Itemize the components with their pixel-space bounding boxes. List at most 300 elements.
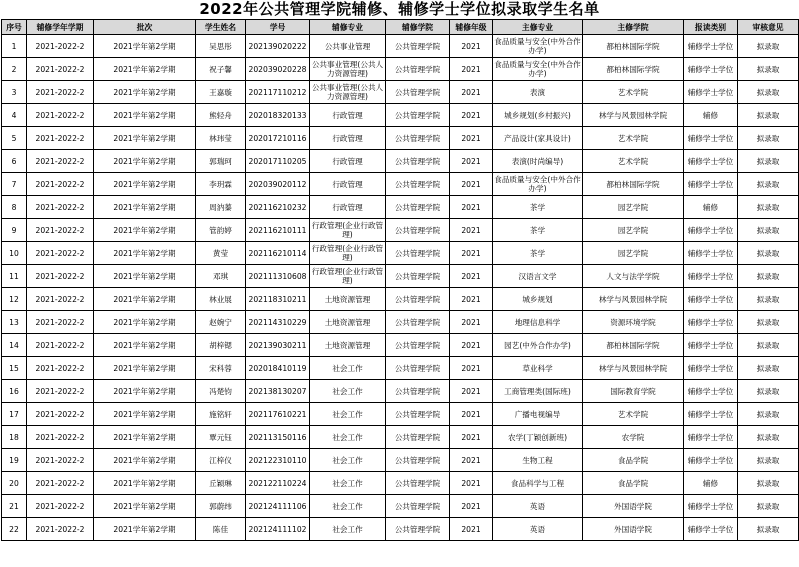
cell-enroll-type: 辅修学士学位 <box>684 288 738 311</box>
cell-student-name: 江梓仪 <box>196 449 246 472</box>
cell-index: 3 <box>2 81 27 104</box>
cell-index: 12 <box>2 288 27 311</box>
cell-batch: 2021学年第2学期 <box>94 196 196 219</box>
cell-main-college: 资源环境学院 <box>583 311 684 334</box>
cell-minor-grade: 2021 <box>450 173 493 196</box>
cell-main-college: 园艺学院 <box>583 196 684 219</box>
cell-index: 18 <box>2 426 27 449</box>
table-row <box>2 242 799 265</box>
cell-student-id: 202018320133 <box>246 104 310 127</box>
cell-enroll-type: 辅修 <box>684 196 738 219</box>
cell-main-major: 英语 <box>493 495 583 518</box>
cell-minor-major: 行政管理 <box>310 196 386 219</box>
cell-minor-major: 社会工作 <box>310 426 386 449</box>
cell-review: 拟录取 <box>738 403 799 426</box>
cell-enroll-type: 辅修学士学位 <box>684 426 738 449</box>
cell-minor-major: 行政管理(企业行政管理) <box>310 219 386 242</box>
cell-index: 7 <box>2 173 27 196</box>
cell-minor-grade: 2021 <box>450 403 493 426</box>
cell-term: 2021-2022-2 <box>27 219 94 242</box>
cell-student-id: 202117610221 <box>246 403 310 426</box>
cell-review: 拟录取 <box>738 58 799 81</box>
cell-batch: 2021学年第2学期 <box>94 403 196 426</box>
cell-review: 拟录取 <box>738 104 799 127</box>
cell-enroll-type: 辅修学士学位 <box>684 357 738 380</box>
cell-index: 10 <box>2 242 27 265</box>
sheet-title: 2022年公共管理学院辅修、辅修学士学位拟录取学生名单 <box>199 0 600 18</box>
cell-batch: 2021学年第2学期 <box>94 242 196 265</box>
cell-term: 2021-2022-2 <box>27 173 94 196</box>
cell-index: 4 <box>2 104 27 127</box>
cell-student-id: 202122310110 <box>246 449 310 472</box>
cell-term: 2021-2022-2 <box>27 311 94 334</box>
cell-term: 2021-2022-2 <box>27 449 94 472</box>
cell-term: 2021-2022-2 <box>27 288 94 311</box>
cell-index: 21 <box>2 495 27 518</box>
cell-student-name: 黄莹 <box>196 242 246 265</box>
cell-batch: 2021学年第2学期 <box>94 127 196 150</box>
cell-minor-grade: 2021 <box>450 104 493 127</box>
cell-review: 拟录取 <box>738 150 799 173</box>
cell-student-name: 林业展 <box>196 288 246 311</box>
table-row <box>2 35 799 58</box>
cell-minor-major: 社会工作 <box>310 403 386 426</box>
cell-student-id: 202039020228 <box>246 58 310 81</box>
header-main-college: 主修学院 <box>583 20 684 35</box>
cell-minor-college: 公共管理学院 <box>386 150 450 173</box>
cell-term: 2021-2022-2 <box>27 81 94 104</box>
cell-minor-college: 公共管理学院 <box>386 196 450 219</box>
cell-student-name: 吴思彤 <box>196 35 246 58</box>
cell-student-name: 丘颖琳 <box>196 472 246 495</box>
cell-minor-college: 公共管理学院 <box>386 518 450 541</box>
cell-batch: 2021学年第2学期 <box>94 357 196 380</box>
cell-main-major: 产品设计(家具设计) <box>493 127 583 150</box>
cell-main-major: 汉语言文学 <box>493 265 583 288</box>
cell-minor-grade: 2021 <box>450 150 493 173</box>
cell-main-college: 林学与风景园林学院 <box>583 288 684 311</box>
cell-term: 2021-2022-2 <box>27 150 94 173</box>
cell-index: 19 <box>2 449 27 472</box>
cell-batch: 2021学年第2学期 <box>94 472 196 495</box>
cell-batch: 2021学年第2学期 <box>94 518 196 541</box>
cell-index: 15 <box>2 357 27 380</box>
cell-index: 22 <box>2 518 27 541</box>
cell-enroll-type: 辅修 <box>684 472 738 495</box>
header-term: 辅修学年学期 <box>27 20 94 35</box>
cell-review: 拟录取 <box>738 81 799 104</box>
cell-enroll-type: 辅修学士学位 <box>684 127 738 150</box>
cell-student-id: 202122110224 <box>246 472 310 495</box>
cell-batch: 2021学年第2学期 <box>94 219 196 242</box>
table-row <box>2 334 799 357</box>
cell-minor-major: 行政管理(企业行政管理) <box>310 265 386 288</box>
table-row <box>2 311 799 334</box>
cell-main-major: 茶学 <box>493 219 583 242</box>
cell-student-name: 林玮莹 <box>196 127 246 150</box>
cell-term: 2021-2022-2 <box>27 196 94 219</box>
cell-minor-college: 公共管理学院 <box>386 311 450 334</box>
cell-enroll-type: 辅修学士学位 <box>684 242 738 265</box>
cell-student-id: 202017110205 <box>246 150 310 173</box>
cell-review: 拟录取 <box>738 35 799 58</box>
table-row <box>2 173 799 196</box>
cell-term: 2021-2022-2 <box>27 357 94 380</box>
cell-index: 13 <box>2 311 27 334</box>
cell-index: 20 <box>2 472 27 495</box>
cell-minor-major: 行政管理 <box>310 104 386 127</box>
cell-review: 拟录取 <box>738 173 799 196</box>
cell-review: 拟录取 <box>738 242 799 265</box>
cell-main-major: 城乡规划(乡村振兴) <box>493 104 583 127</box>
cell-main-college: 艺术学院 <box>583 150 684 173</box>
cell-batch: 2021学年第2学期 <box>94 288 196 311</box>
cell-minor-major: 社会工作 <box>310 380 386 403</box>
cell-enroll-type: 辅修学士学位 <box>684 265 738 288</box>
cell-main-major: 地理信息科学 <box>493 311 583 334</box>
cell-student-id: 202113150116 <box>246 426 310 449</box>
table-row <box>2 403 799 426</box>
cell-batch: 2021学年第2学期 <box>94 380 196 403</box>
header-main-major: 主修专业 <box>493 20 583 35</box>
cell-minor-college: 公共管理学院 <box>386 449 450 472</box>
cell-minor-college: 公共管理学院 <box>386 495 450 518</box>
admission-table <box>1 19 799 541</box>
cell-student-id: 202111310608 <box>246 265 310 288</box>
header-minor-grade: 辅修年级 <box>450 20 493 35</box>
cell-student-id: 202118310211 <box>246 288 310 311</box>
cell-review: 拟录取 <box>738 357 799 380</box>
cell-minor-grade: 2021 <box>450 127 493 150</box>
cell-batch: 2021学年第2学期 <box>94 81 196 104</box>
cell-student-name: 王嘉璇 <box>196 81 246 104</box>
cell-main-college: 都柏林国际学院 <box>583 58 684 81</box>
cell-minor-major: 公共事业管理(公共人力资源管理) <box>310 58 386 81</box>
cell-batch: 2021学年第2学期 <box>94 426 196 449</box>
table-row <box>2 449 799 472</box>
cell-minor-grade: 2021 <box>450 449 493 472</box>
cell-minor-grade: 2021 <box>450 380 493 403</box>
header-batch: 批次 <box>94 20 196 35</box>
cell-main-college: 国际教育学院 <box>583 380 684 403</box>
cell-batch: 2021学年第2学期 <box>94 311 196 334</box>
cell-minor-major: 行政管理(企业行政管理) <box>310 242 386 265</box>
cell-minor-grade: 2021 <box>450 58 493 81</box>
cell-minor-major: 社会工作 <box>310 495 386 518</box>
cell-minor-grade: 2021 <box>450 219 493 242</box>
cell-main-college: 艺术学院 <box>583 81 684 104</box>
cell-student-id: 202116210111 <box>246 219 310 242</box>
cell-index: 11 <box>2 265 27 288</box>
table-row <box>2 357 799 380</box>
cell-student-name: 宋科蓉 <box>196 357 246 380</box>
cell-main-major: 茶学 <box>493 242 583 265</box>
cell-main-college: 艺术学院 <box>583 127 684 150</box>
cell-enroll-type: 辅修学士学位 <box>684 58 738 81</box>
cell-enroll-type: 辅修学士学位 <box>684 334 738 357</box>
cell-student-id: 2021390202​22 <box>246 35 310 58</box>
cell-batch: 2021学年第2学期 <box>94 104 196 127</box>
table-row <box>2 150 799 173</box>
cell-minor-grade: 2021 <box>450 288 493 311</box>
cell-main-major: 茶学 <box>493 196 583 219</box>
table-row <box>2 380 799 403</box>
cell-minor-college: 公共管理学院 <box>386 357 450 380</box>
cell-minor-college: 公共管理学院 <box>386 265 450 288</box>
cell-index: 1 <box>2 35 27 58</box>
table-row <box>2 58 799 81</box>
cell-minor-grade: 2021 <box>450 35 493 58</box>
cell-index: 8 <box>2 196 27 219</box>
cell-term: 2021-2022-2 <box>27 518 94 541</box>
cell-batch: 2021学年第2学期 <box>94 35 196 58</box>
cell-index: 16 <box>2 380 27 403</box>
cell-minor-major: 土地资源管理 <box>310 288 386 311</box>
table-row <box>2 104 799 127</box>
cell-minor-major: 行政管理 <box>310 150 386 173</box>
cell-review: 拟录取 <box>738 449 799 472</box>
cell-review: 拟录取 <box>738 265 799 288</box>
cell-main-college: 艺术学院 <box>583 403 684 426</box>
cell-student-name: 祝子馨 <box>196 58 246 81</box>
cell-minor-major: 公共事业管理 <box>310 35 386 58</box>
cell-minor-college: 公共管理学院 <box>386 173 450 196</box>
cell-student-id: 202114310229 <box>246 311 310 334</box>
cell-minor-college: 公共管理学院 <box>386 35 450 58</box>
cell-student-id: 202116210232 <box>246 196 310 219</box>
cell-student-name: 施铭轩 <box>196 403 246 426</box>
cell-student-name: 郭蔚纬 <box>196 495 246 518</box>
cell-term: 2021-2022-2 <box>27 58 94 81</box>
cell-term: 2021-2022-2 <box>27 495 94 518</box>
cell-enroll-type: 辅修学士学位 <box>684 150 738 173</box>
cell-term: 2021-2022-2 <box>27 380 94 403</box>
cell-main-major: 食品质量与安全(中外合作办学) <box>493 173 583 196</box>
cell-main-major: 食品质量与安全(中外合作办学) <box>493 35 583 58</box>
cell-minor-grade: 2021 <box>450 196 493 219</box>
cell-main-college: 人文与法学学院 <box>583 265 684 288</box>
cell-minor-grade: 2021 <box>450 495 493 518</box>
cell-minor-major: 行政管理 <box>310 173 386 196</box>
cell-student-name: 冯楚钧 <box>196 380 246 403</box>
cell-term: 2021-2022-2 <box>27 334 94 357</box>
table-body <box>2 35 799 541</box>
cell-minor-college: 公共管理学院 <box>386 58 450 81</box>
cell-main-major: 生物工程 <box>493 449 583 472</box>
cell-student-name: 郭瑞珂 <box>196 150 246 173</box>
table-header <box>2 20 799 35</box>
cell-minor-grade: 2021 <box>450 311 493 334</box>
cell-minor-major: 土地资源管理 <box>310 334 386 357</box>
header-index: 序号 <box>2 20 27 35</box>
cell-main-major: 草业科学 <box>493 357 583 380</box>
cell-minor-college: 公共管理学院 <box>386 81 450 104</box>
cell-term: 2021-2022-2 <box>27 242 94 265</box>
cell-main-college: 食品学院 <box>583 449 684 472</box>
cell-main-major: 表演 <box>493 81 583 104</box>
cell-index: 5 <box>2 127 27 150</box>
cell-enroll-type: 辅修学士学位 <box>684 81 738 104</box>
cell-minor-major: 社会工作 <box>310 357 386 380</box>
cell-main-college: 林学与风景园林学院 <box>583 357 684 380</box>
cell-index: 2 <box>2 58 27 81</box>
cell-main-major: 表演(时尚编导) <box>493 150 583 173</box>
cell-review: 拟录取 <box>738 127 799 150</box>
table-row <box>2 219 799 242</box>
cell-index: 17 <box>2 403 27 426</box>
cell-review: 拟录取 <box>738 495 799 518</box>
cell-student-name: 赵婉宁 <box>196 311 246 334</box>
cell-main-major: 工商管理类(国际班) <box>493 380 583 403</box>
cell-student-id: 202116210114 <box>246 242 310 265</box>
cell-student-name: 熊轻舟 <box>196 104 246 127</box>
cell-student-name: 胡梓锶 <box>196 334 246 357</box>
cell-student-name: 李玥霖 <box>196 173 246 196</box>
cell-enroll-type: 辅修学士学位 <box>684 518 738 541</box>
cell-minor-college: 公共管理学院 <box>386 242 450 265</box>
cell-student-id: 202124111106 <box>246 495 310 518</box>
cell-student-id: 202039020112 <box>246 173 310 196</box>
table-row <box>2 81 799 104</box>
table-row <box>2 495 799 518</box>
table-row <box>2 127 799 150</box>
cell-enroll-type: 辅修学士学位 <box>684 380 738 403</box>
header-review: 审核意见 <box>738 20 799 35</box>
cell-student-name: 陈佳 <box>196 518 246 541</box>
cell-minor-major: 公共事业管理(公共人力资源管理) <box>310 81 386 104</box>
cell-index: 6 <box>2 150 27 173</box>
table-row <box>2 288 799 311</box>
cell-student-name: 周汭蓁 <box>196 196 246 219</box>
cell-batch: 2021学年第2学期 <box>94 150 196 173</box>
cell-review: 拟录取 <box>738 380 799 403</box>
cell-main-major: 城乡规划 <box>493 288 583 311</box>
cell-enroll-type: 辅修学士学位 <box>684 219 738 242</box>
cell-minor-grade: 2021 <box>450 518 493 541</box>
cell-enroll-type: 辅修学士学位 <box>684 495 738 518</box>
cell-term: 2021-2022-2 <box>27 127 94 150</box>
cell-review: 拟录取 <box>738 196 799 219</box>
cell-minor-major: 土地资源管理 <box>310 311 386 334</box>
cell-minor-major: 社会工作 <box>310 518 386 541</box>
cell-index: 14 <box>2 334 27 357</box>
cell-minor-grade: 2021 <box>450 242 493 265</box>
header-row <box>2 20 799 35</box>
cell-enroll-type: 辅修学士学位 <box>684 173 738 196</box>
cell-minor-grade: 2021 <box>450 334 493 357</box>
cell-minor-grade: 2021 <box>450 81 493 104</box>
cell-review: 拟录取 <box>738 426 799 449</box>
table-row <box>2 472 799 495</box>
table-row <box>2 518 799 541</box>
header-minor-college: 辅修学院 <box>386 20 450 35</box>
cell-term: 2021-2022-2 <box>27 35 94 58</box>
table-row <box>2 426 799 449</box>
cell-batch: 2021学年第2学期 <box>94 58 196 81</box>
cell-main-college: 都柏林国际学院 <box>583 35 684 58</box>
cell-main-college: 园艺学院 <box>583 219 684 242</box>
cell-main-major: 园艺(中外合作办学) <box>493 334 583 357</box>
cell-review: 拟录取 <box>738 311 799 334</box>
cell-minor-grade: 2021 <box>450 357 493 380</box>
header-enroll-type: 报读类别 <box>684 20 738 35</box>
cell-student-name: 邓琪 <box>196 265 246 288</box>
cell-term: 2021-2022-2 <box>27 265 94 288</box>
cell-minor-college: 公共管理学院 <box>386 380 450 403</box>
cell-review: 拟录取 <box>738 219 799 242</box>
cell-enroll-type: 辅修学士学位 <box>684 403 738 426</box>
cell-enroll-type: 辅修学士学位 <box>684 311 738 334</box>
cell-review: 拟录取 <box>738 472 799 495</box>
cell-student-id: 202124111102 <box>246 518 310 541</box>
cell-minor-college: 公共管理学院 <box>386 219 450 242</box>
cell-term: 2021-2022-2 <box>27 472 94 495</box>
cell-minor-college: 公共管理学院 <box>386 426 450 449</box>
cell-review: 拟录取 <box>738 518 799 541</box>
cell-batch: 2021学年第2学期 <box>94 334 196 357</box>
cell-batch: 2021学年第2学期 <box>94 449 196 472</box>
cell-minor-college: 公共管理学院 <box>386 288 450 311</box>
cell-main-college: 园艺学院 <box>583 242 684 265</box>
cell-main-college: 都柏林国际学院 <box>583 334 684 357</box>
cell-minor-grade: 2021 <box>450 426 493 449</box>
cell-student-id: 202017210116 <box>246 127 310 150</box>
cell-minor-college: 公共管理学院 <box>386 403 450 426</box>
cell-term: 2021-2022-2 <box>27 104 94 127</box>
cell-main-major: 农学(丁颖创新班) <box>493 426 583 449</box>
cell-minor-grade: 2021 <box>450 265 493 288</box>
cell-main-college: 都柏林国际学院 <box>583 173 684 196</box>
cell-main-college: 外国语学院 <box>583 495 684 518</box>
cell-student-id: 202139030211 <box>246 334 310 357</box>
cell-batch: 2021学年第2学期 <box>94 265 196 288</box>
cell-student-id: 202117110212 <box>246 81 310 104</box>
cell-student-name: 管韵婷 <box>196 219 246 242</box>
header-minor-major: 辅修专业 <box>310 20 386 35</box>
cell-minor-major: 行政管理 <box>310 127 386 150</box>
cell-main-major: 食品科学与工程 <box>493 472 583 495</box>
cell-batch: 2021学年第2学期 <box>94 173 196 196</box>
cell-term: 2021-2022-2 <box>27 403 94 426</box>
cell-main-college: 外国语学院 <box>583 518 684 541</box>
cell-student-name: 覃元钰 <box>196 426 246 449</box>
cell-main-college: 林学与风景园林学院 <box>583 104 684 127</box>
cell-term: 2021-2022-2 <box>27 426 94 449</box>
header-student-name: 学生姓名 <box>196 20 246 35</box>
cell-enroll-type: 辅修学士学位 <box>684 449 738 472</box>
cell-enroll-type: 辅修 <box>684 104 738 127</box>
cell-main-major: 英语 <box>493 518 583 541</box>
cell-main-college: 食品学院 <box>583 472 684 495</box>
cell-review: 拟录取 <box>738 334 799 357</box>
cell-main-major: 食品质量与安全(中外合作办学) <box>493 58 583 81</box>
table-row <box>2 196 799 219</box>
cell-batch: 2021学年第2学期 <box>94 495 196 518</box>
cell-review: 拟录取 <box>738 288 799 311</box>
cell-minor-major: 社会工作 <box>310 472 386 495</box>
cell-student-id: 202138130207 <box>246 380 310 403</box>
cell-main-major: 广播电视编导 <box>493 403 583 426</box>
cell-minor-college: 公共管理学院 <box>386 104 450 127</box>
cell-minor-college: 公共管理学院 <box>386 127 450 150</box>
cell-minor-grade: 2021 <box>450 472 493 495</box>
cell-main-college: 农学院 <box>583 426 684 449</box>
cell-index: 9 <box>2 219 27 242</box>
cell-student-id: 202018410119 <box>246 357 310 380</box>
header-student-id: 学号 <box>246 20 310 35</box>
cell-minor-college: 公共管理学院 <box>386 472 450 495</box>
cell-minor-major: 社会工作 <box>310 449 386 472</box>
